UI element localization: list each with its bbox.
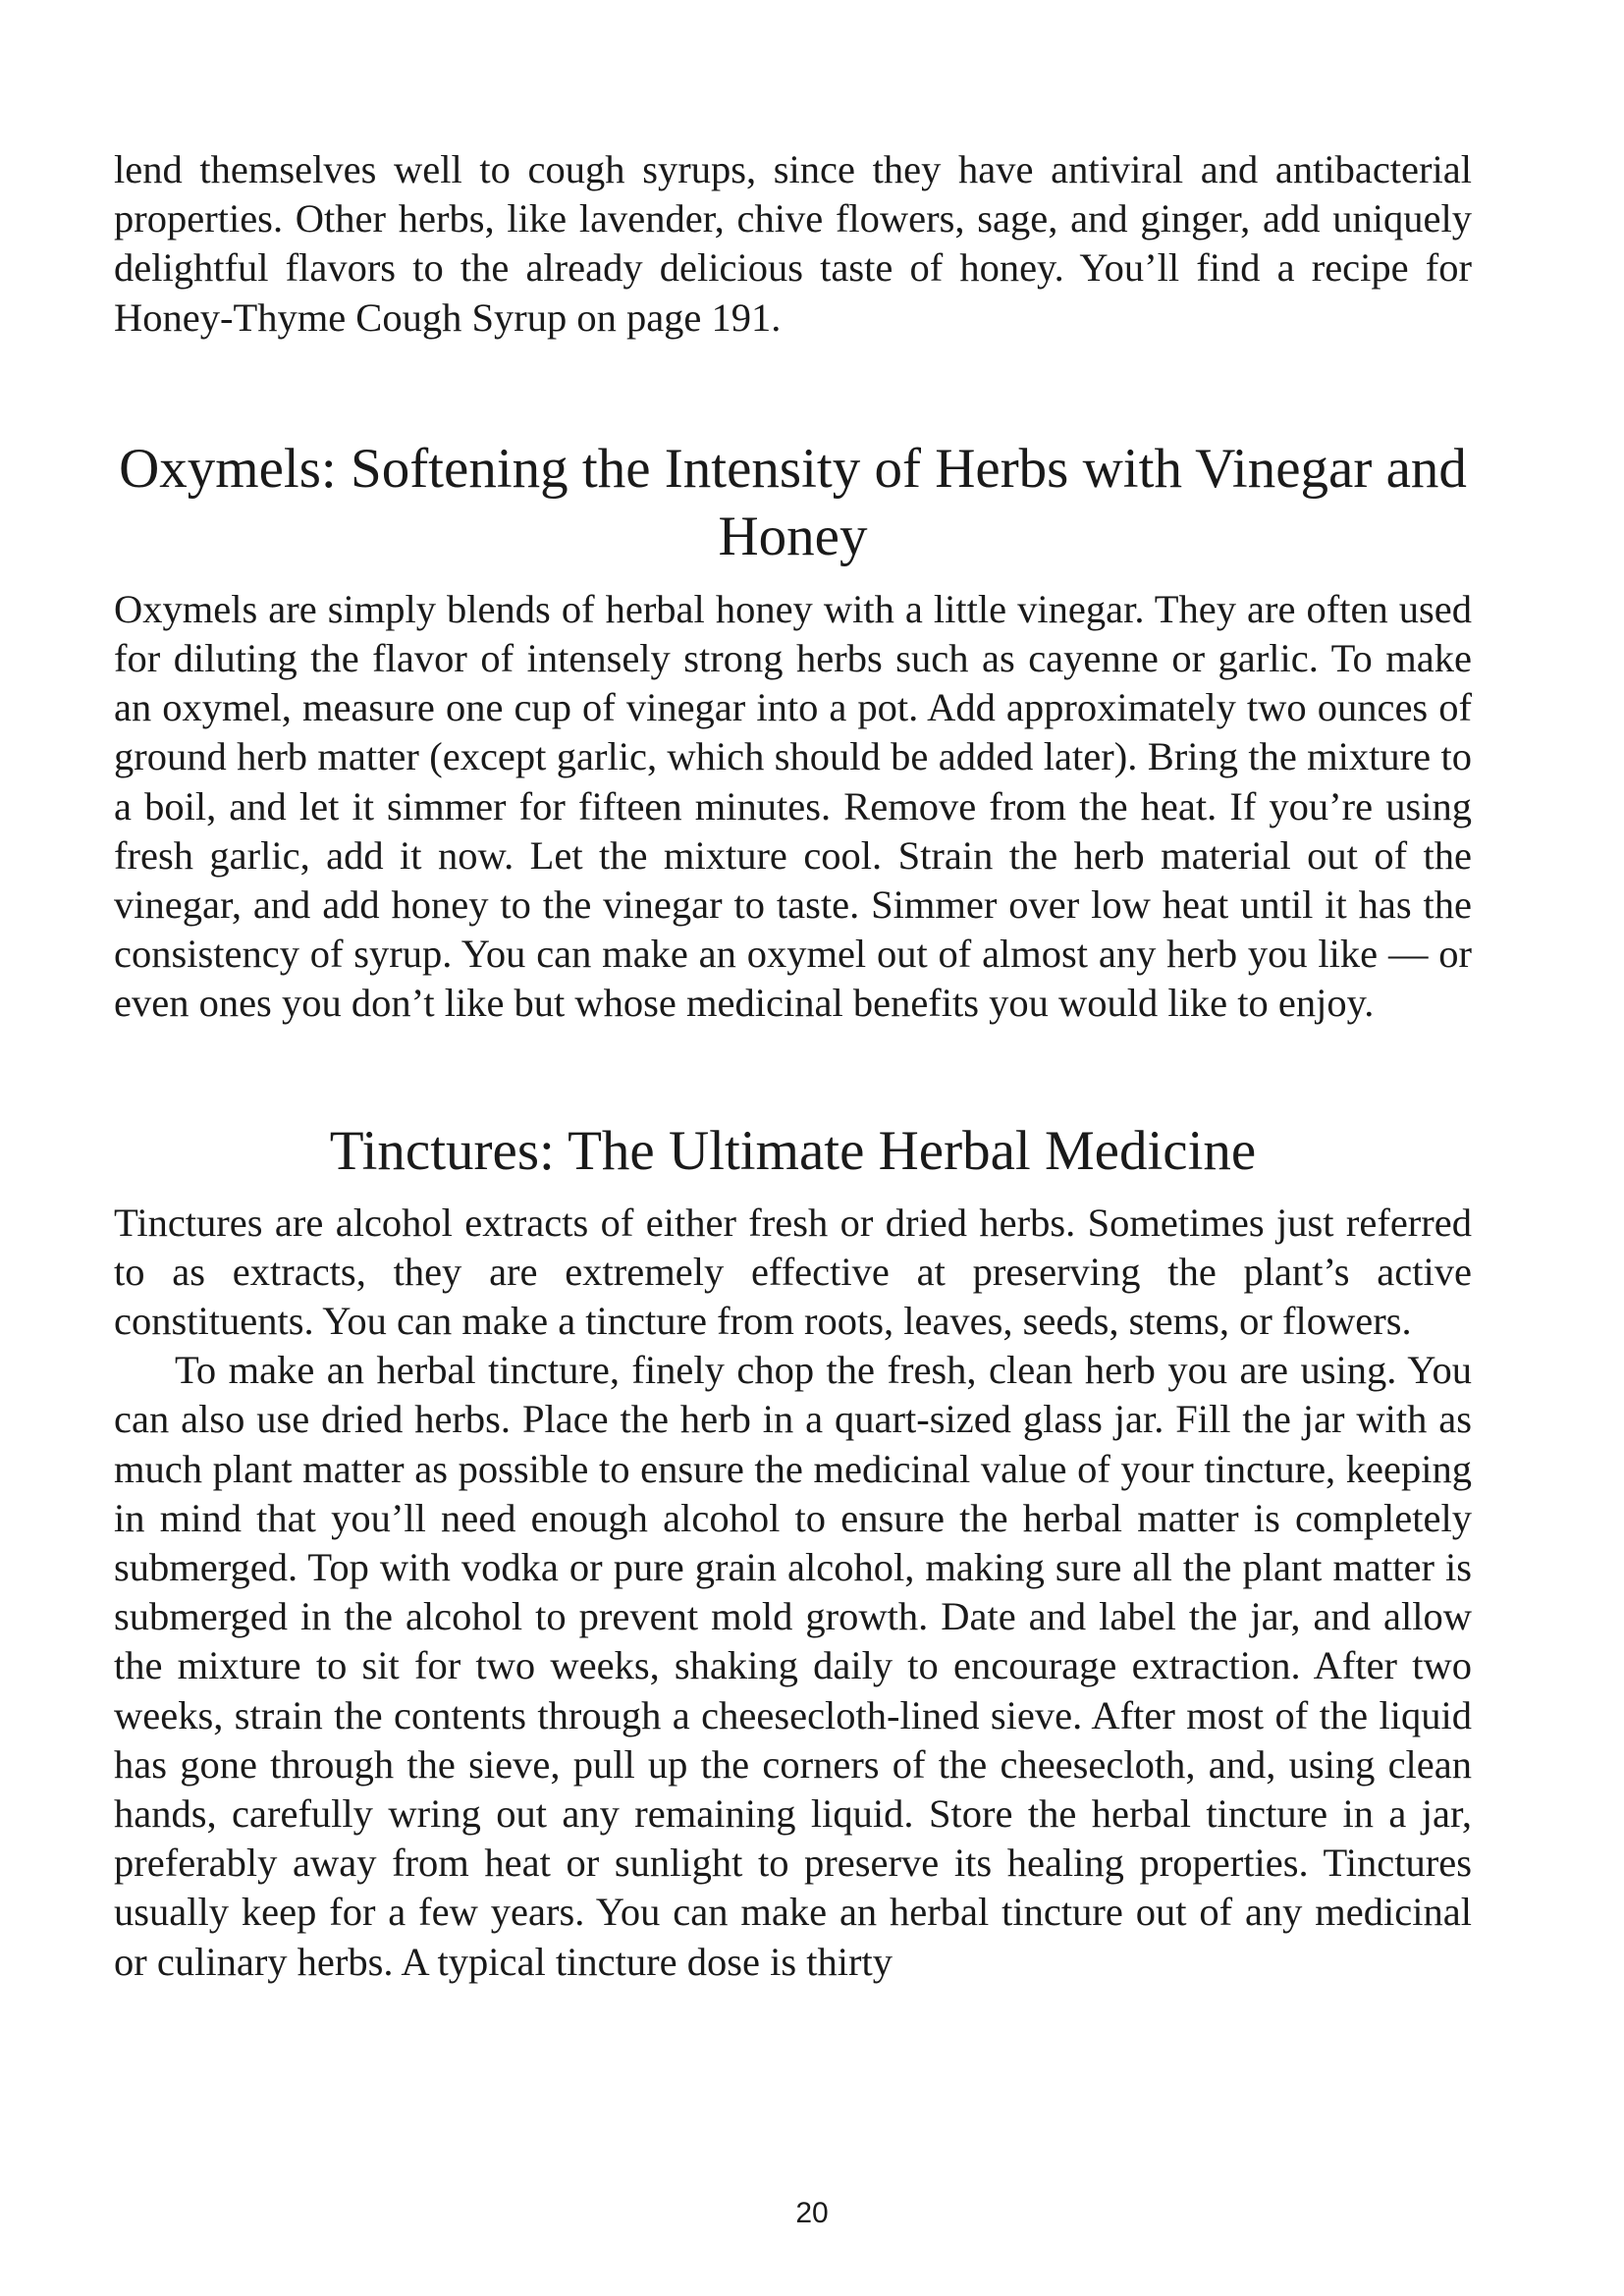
page-number: 20: [795, 2197, 829, 2229]
intro-paragraph: lend themselves well to cough syrups, since they have antiviral and antibacterial properties. Other herbs, like lavender, chive flowers, sage, and ginger, add uniquely delightful flavors to the already delicious taste of honey. You’ll find a recipe for Honey-Thyme Cough Syrup on page 191.: [114, 147, 1472, 340]
tinctures-paragraph-2: To make an herbal tincture, finely chop the fresh, clean herb you are using. You can also use dried herbs. Place the herb in a quart-sized glass jar. Fill the jar with as much plant matter as possible to ensure the medicinal value of your tincture, keeping in mind that you’ll need enough alcohol to ensure the herbal matter is completely submerged. Top with vodka or pure grain alcohol, making sure all the plant matter is submerged in the alcohol to prevent mold growth. Date and label the jar, and allow the mixture to sit for two weeks, shaking daily to encourage extraction. After two weeks, strain the contents through a cheesecloth-lined sieve. After most of the liquid has gone through the sieve, pull up the corners of the cheesecloth, and, using clean hands, carefully wring out any remaining liquid. Store the herbal tincture in a jar, preferably away from heat or sunlight to preserve its healing properties. Tinctures usually keep for a few years. You can make an herbal tincture out of any medicinal or culinary herbs. A typical tincture dose is thirty: [114, 1348, 1472, 1984]
page-content: [114, 145, 1472, 1987]
oxymels-paragraph: Oxymels are simply blends of herbal honey with a little vinegar. They are often used for diluting the flavor of intensely strong herbs such as cayenne or garlic. To make an oxymel, measure one cup of vinegar into a pot. Add approximately two ounces of ground herb matter (except garlic, which should be added later). Bring the mixture to a boil, and let it simmer for fifteen minutes. Remove from the heat. If you’re using fresh garlic, add it now. Let the mixture cool. Strain the herb material out of the vinegar, and add honey to the vinegar to taste. Simmer over low heat until it has the consistency of syrup. You can make an oxymel out of almost any herb you like — or even ones you don’t like but whose medicinal benefits you would like to enjoy.: [114, 586, 1472, 1026]
section-heading-tinctures: Tinctures: The Ultimate Herbal Medicine: [329, 1119, 1257, 1182]
section-heading-oxymels: Oxymels: Softening the Intensity of Herbs with Vinegar and Honey: [119, 437, 1467, 567]
tinctures-paragraph-1: Tinctures are alcohol extracts of either fresh or dried herbs. Sometimes just referred to as extracts, they are extremely effective at preserving the plant’s active constituents. You can make a tincture from roots, leaves, seeds, stems, or flowers.: [114, 1200, 1472, 1344]
